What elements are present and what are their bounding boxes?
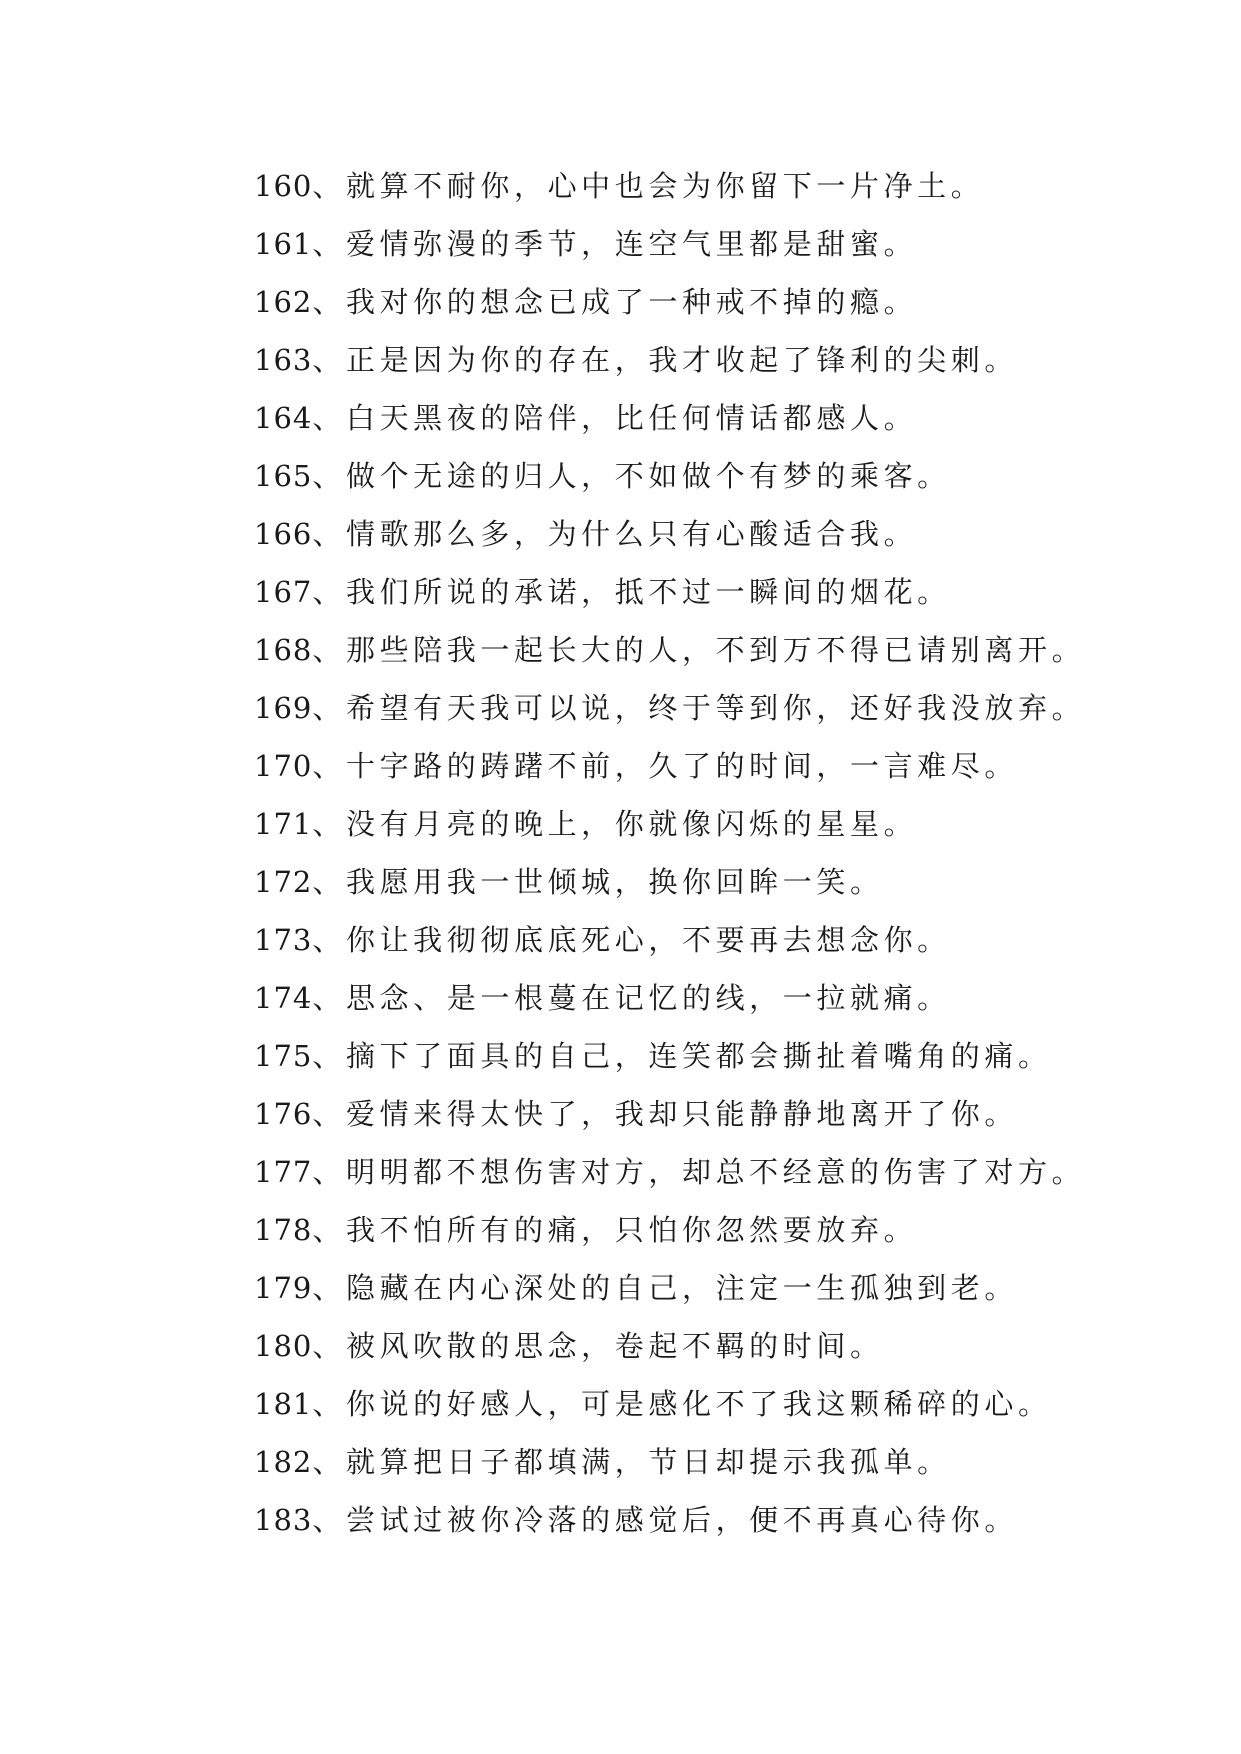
quote-line-176	[254, 1085, 1214, 1143]
line-separator: 、	[312, 575, 346, 609]
quote-line-166	[254, 505, 1214, 563]
quote-line-161	[254, 215, 1214, 273]
line-separator: 、	[312, 1445, 346, 1479]
line-number: 164	[254, 401, 313, 435]
line-text: 我对你的想念已成了一种戒不掉的瘾。	[345, 285, 918, 319]
line-separator: 、	[312, 1097, 346, 1131]
line-text: 摘下了面具的自己，连笑都会撕扯着嘴角的痛。	[345, 1039, 1052, 1073]
line-separator: 、	[312, 691, 346, 725]
quote-line-178	[254, 1201, 1214, 1259]
line-text: 明明都不想伤害对方，却总不经意的伤害了对方。	[345, 1155, 1086, 1189]
line-number: 171	[254, 807, 313, 841]
line-text: 爱情弥漫的季节，连空气里都是甜蜜。	[345, 227, 918, 261]
quote-line-174	[254, 969, 1214, 1027]
line-separator: 、	[312, 343, 346, 377]
quote-line-180	[254, 1317, 1214, 1375]
line-separator: 、	[312, 1155, 346, 1189]
line-number: 169	[254, 691, 313, 725]
line-number: 175	[254, 1039, 313, 1073]
line-text: 爱情来得太快了，我却只能静静地离开了你。	[345, 1097, 1018, 1131]
line-text: 你说的好感人，可是感化不了我这颗稀碎的心。	[345, 1387, 1052, 1421]
line-text: 做个无途的归人，不如做个有梦的乘客。	[345, 459, 951, 493]
quote-line-160	[254, 157, 1214, 215]
line-text: 我不怕所有的痛，只怕你忽然要放弃。	[345, 1213, 918, 1247]
line-separator: 、	[312, 981, 346, 1015]
quote-line-164	[254, 389, 1214, 447]
line-text: 尝试过被你冷落的感觉后，便不再真心待你。	[345, 1503, 1018, 1537]
line-separator: 、	[312, 807, 346, 841]
line-separator: 、	[312, 923, 346, 957]
line-text: 白天黑夜的陪伴，比任何情话都感人。	[345, 401, 918, 435]
line-text: 思念、是一根蔓在记忆的线，一拉就痛。	[345, 981, 951, 1015]
line-number: 181	[254, 1387, 313, 1421]
line-number: 161	[254, 227, 313, 261]
line-number: 176	[254, 1097, 313, 1131]
line-separator: 、	[312, 633, 346, 667]
line-separator: 、	[312, 865, 346, 899]
line-number: 160	[254, 169, 313, 203]
line-number: 173	[254, 923, 313, 957]
line-separator: 、	[312, 459, 346, 493]
line-separator: 、	[312, 1329, 346, 1363]
line-number: 180	[254, 1329, 313, 1363]
line-separator: 、	[312, 285, 346, 319]
quote-line-163	[254, 331, 1214, 389]
line-text: 我愿用我一世倾城，换你回眸一笑。	[345, 865, 884, 899]
line-number: 178	[254, 1213, 313, 1247]
line-separator: 、	[312, 401, 346, 435]
quote-line-171	[254, 795, 1214, 853]
quote-line-168	[254, 621, 1214, 679]
line-number: 179	[254, 1271, 313, 1305]
quote-line-172	[254, 853, 1214, 911]
line-separator: 、	[312, 227, 346, 261]
line-text: 就算不耐你，心中也会为你留下一片净土。	[345, 169, 985, 203]
line-text: 被风吹散的思念，卷起不羁的时间。	[345, 1329, 884, 1363]
line-text: 我们所说的承诺，抵不过一瞬间的烟花。	[345, 575, 951, 609]
line-number: 162	[254, 285, 313, 319]
line-number: 183	[254, 1503, 313, 1537]
line-separator: 、	[312, 749, 346, 783]
line-text: 就算把日子都填满，节日却提示我孤单。	[345, 1445, 951, 1479]
line-number: 168	[254, 633, 313, 667]
quote-line-173	[254, 911, 1214, 969]
line-number: 182	[254, 1445, 313, 1479]
line-number: 177	[254, 1155, 313, 1189]
line-text: 那些陪我一起长大的人，不到万不得已请别离开。	[345, 633, 1086, 667]
quote-line-177	[254, 1143, 1214, 1201]
line-number: 174	[254, 981, 313, 1015]
line-text: 情歌那么多，为什么只有心酸适合我。	[345, 517, 918, 551]
line-number: 163	[254, 343, 313, 377]
quote-line-165	[254, 447, 1214, 505]
quote-line-179	[254, 1259, 1214, 1317]
numbered-quote-list	[254, 157, 1214, 1549]
quote-line-181	[254, 1375, 1214, 1433]
quote-line-162	[254, 273, 1214, 331]
line-number: 166	[254, 517, 313, 551]
line-text: 你让我彻彻底底死心，不要再去想念你。	[345, 923, 951, 957]
quote-line-170	[254, 737, 1214, 795]
line-number: 165	[254, 459, 313, 493]
quote-line-175	[254, 1027, 1214, 1085]
line-number: 172	[254, 865, 313, 899]
quote-line-167	[254, 563, 1214, 621]
line-text: 没有月亮的晚上，你就像闪烁的星星。	[345, 807, 918, 841]
line-number: 167	[254, 575, 313, 609]
line-separator: 、	[312, 1387, 346, 1421]
line-separator: 、	[312, 169, 346, 203]
line-separator: 、	[312, 1039, 346, 1073]
line-separator: 、	[312, 1503, 346, 1537]
quote-line-182	[254, 1433, 1214, 1491]
quote-line-169	[254, 679, 1214, 737]
line-text: 隐藏在内心深处的自己，注定一生孤独到老。	[345, 1271, 1018, 1305]
line-text: 正是因为你的存在，我才收起了锋利的尖刺。	[345, 343, 1018, 377]
quote-line-183	[254, 1491, 1214, 1549]
line-separator: 、	[312, 1213, 346, 1247]
line-separator: 、	[312, 517, 346, 551]
line-separator: 、	[312, 1271, 346, 1305]
line-text: 希望有天我可以说，终于等到你，还好我没放弃。	[345, 691, 1086, 725]
line-number: 170	[254, 749, 313, 783]
line-text: 十字路的踌躇不前，久了的时间，一言难尽。	[345, 749, 1018, 783]
